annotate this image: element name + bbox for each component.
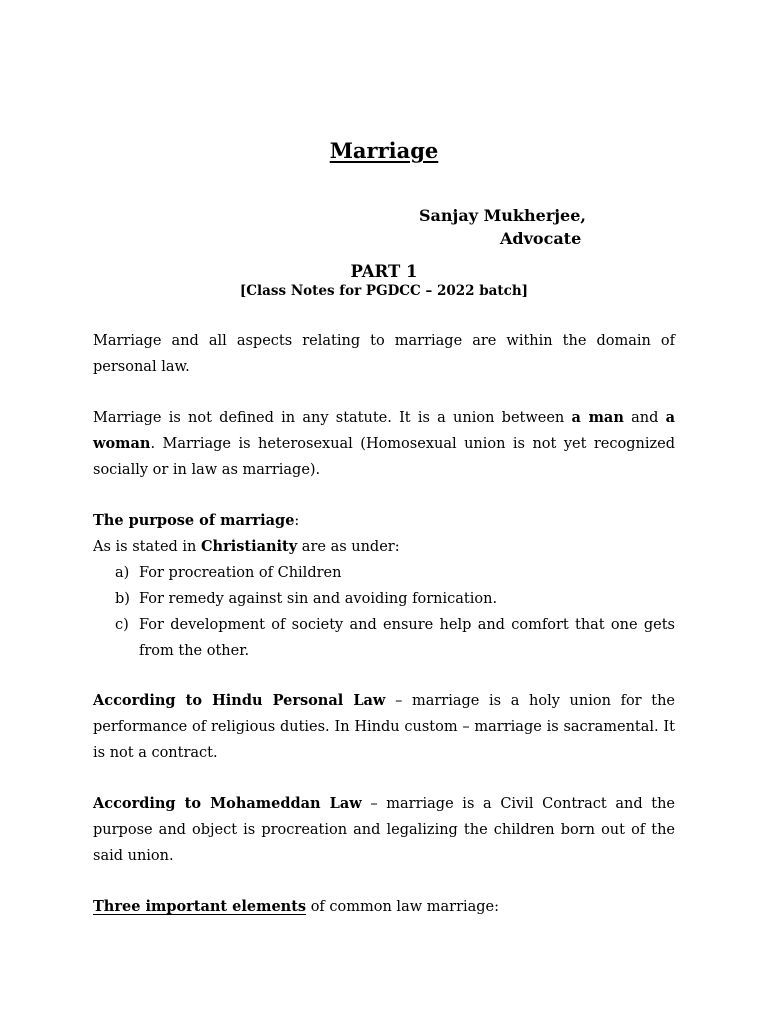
christianity-line: As is stated in Christianity are as under: (93, 538, 400, 555)
paragraph-hindu-law: According to Hindu Personal Law – marriage is a holy union for the performance of religious duties. In Hindu custom – marriage is sacramental. It is not a contract. (93, 692, 675, 761)
part-heading: PART 1 (350, 262, 418, 281)
paragraph-definition: Marriage is not defined in any statute. It is a union between a man and a woman. Marriage is heterosexual (Homosexual union is not yet recognized socially or in law as marriage). (93, 409, 676, 478)
list-item: b) For remedy against sin and avoiding fornication. (115, 591, 498, 607)
list-item: c) For development of society and ensure help and comfort that one gets from the other. (115, 617, 675, 659)
author-name: Sanjay Mukherjee, (419, 206, 586, 225)
author-block (419, 204, 586, 250)
paragraph-mohameddan-law: According to Mohameddan Law – marriage is a Civil Contract and the purpose and object is procreation and legalizing the children born out of the said union. (93, 795, 675, 864)
purpose-heading: The purpose of marriage: (93, 512, 300, 529)
list-item: a) For procreation of Children (115, 565, 342, 581)
paragraph-domain: Marriage and all aspects relating to marriage are within the domain of personal law. (93, 333, 675, 375)
paragraph-three-elements: Three important elements of common law marriage: (93, 898, 500, 915)
subtitle: [Class Notes for PGDCC – 2022 batch] (239, 283, 529, 299)
purpose-list (93, 560, 675, 664)
document-title: Marriage (329, 138, 439, 163)
author-role: Advocate (500, 229, 582, 248)
